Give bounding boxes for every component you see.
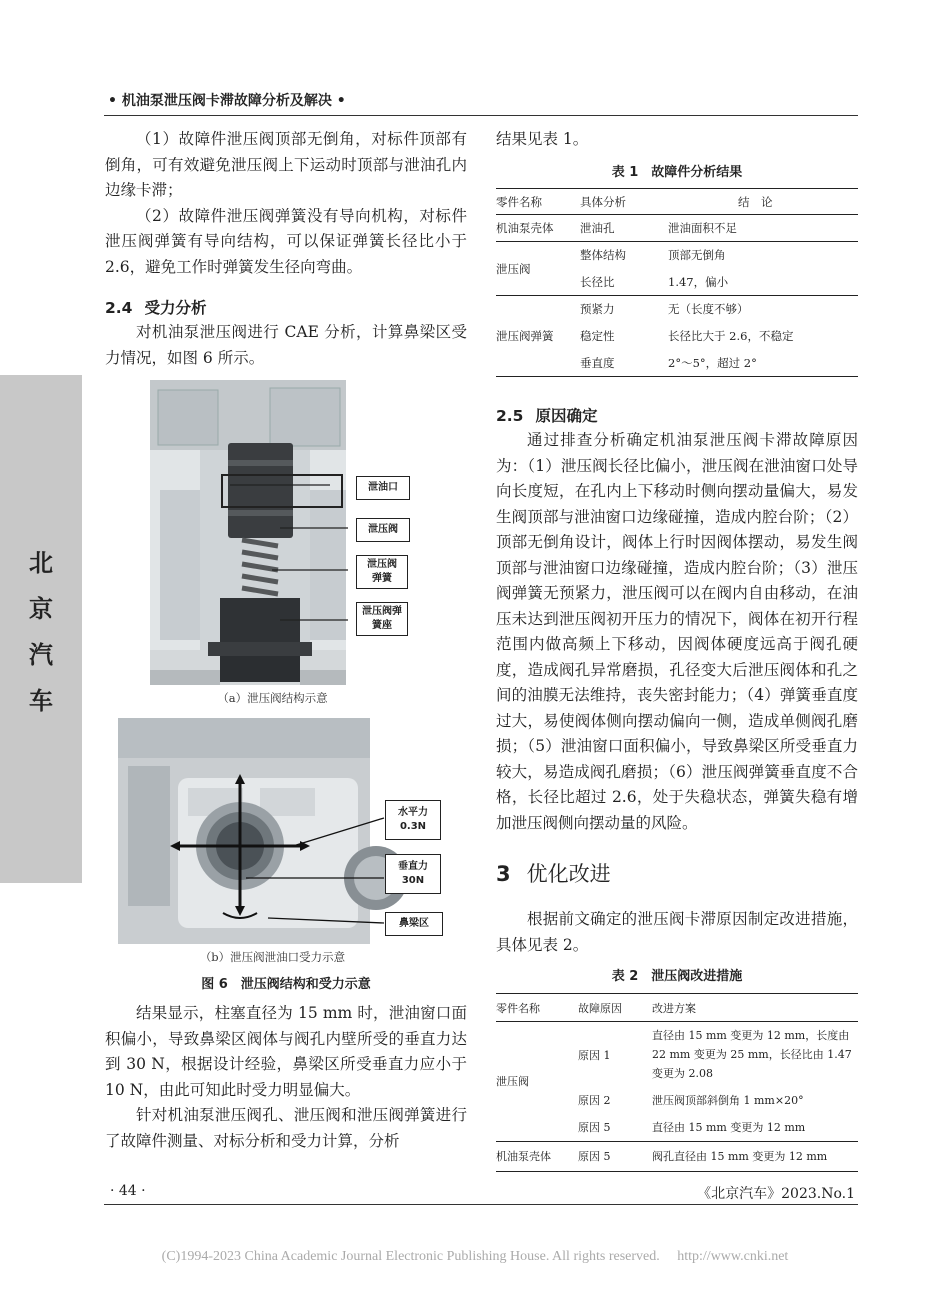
figure-6a [150, 380, 440, 685]
table-header: 具体分析 [580, 194, 626, 209]
table-2 [496, 993, 858, 1172]
paragraph: （2）故障件泄压阀弹簧没有导向机构，对标件泄压阀弹簧有导向结构，可以保证弹簧长径比小于 2.6，避免工作时弹簧发生径向弯曲。 [105, 206, 467, 276]
table-header: 结 论 [738, 194, 773, 209]
page-number: · 44 · [110, 1183, 146, 1199]
sidebar-char: 汽 [29, 641, 53, 669]
table-cell: 顶部无倒角 [668, 248, 726, 263]
table-cell: 阀孔直径由 15 mm 变更为 12 mm [652, 1150, 828, 1163]
table-row [496, 242, 858, 269]
table-header: 改进方案 [652, 1001, 696, 1015]
table-header: 零件名称 [496, 1001, 540, 1015]
table-row [496, 1022, 858, 1088]
paragraph: 结果见表 1。 [496, 130, 589, 148]
table-cell: 泄油面积不足 [668, 221, 737, 235]
table-cell: 泄压阀 [496, 1075, 529, 1089]
right-para-block [496, 907, 858, 958]
table-cell: 稳定性 [580, 329, 615, 343]
table-cell: 原因 1 [578, 1048, 611, 1062]
paragraph: 根据前文确定的泄压阀卡滞原因制定改进措施，具体见表 2。 [496, 910, 858, 954]
paragraph: 针对机油泵泄压阀孔、泄压阀和泄压阀弹簧进行了故障件测量、对标分析和受力计算，分析 [105, 1106, 467, 1150]
sidebar-char: 车 [29, 687, 53, 715]
table-header: 故障原因 [578, 1001, 622, 1015]
table-cell: 1.47，偏小 [668, 274, 729, 289]
right-column-top [496, 127, 858, 153]
section-title: 优化改进 [526, 862, 611, 886]
section-number: 2.5 [496, 407, 524, 425]
table-cell: 直径由 15 mm 变更为 12 mm，长度由 22 mm 变更为 25 mm，长径比由 1.47 变更为 2.08 [652, 1029, 852, 1080]
sidebar-char: 北 [29, 549, 53, 577]
table-cell: 泄油孔 [580, 221, 615, 235]
label-bridge-zone: 鼻梁区 [385, 912, 443, 936]
table-1 [496, 188, 858, 377]
table-cell: 原因 5 [578, 1150, 611, 1163]
table-cell: 长径比 [580, 274, 615, 289]
figure-6-title: 图 6 泄压阀结构和受力示意 [201, 977, 371, 992]
table-cell: 原因 5 [578, 1120, 611, 1134]
paragraph: 通过排查分析确定机油泵泄压阀卡滞故障原因为：（1）泄压阀长径比偏小，泄压阀在泄油窗口处导向长度短，在孔内上下移动时侧向摆动量偏大，易发生阀顶部与泄油窗口边缘碰撞，造成内腔台阶；（2）顶部无倒角设计，阀体上行时因阀体摆动，易发生阀顶部与泄油窗口边缘碰撞，造成内腔台阶；（3）泄压阀弹簧无预紧力，泄压阀可以在阀内自由移动，在油压未达到泄压阀初开压力的情况下，阀体在初开行程范围内做高频上下移动，因阀体硬度远高于阀孔硬度，造成阀孔异常磨损，孔径变大后泄压阀体和孔之间的油膜无法维持，丧失密封能力；（4）弹簧垂直度过大，易使阀体侧向摆动偏向一侧，造成单侧阀孔磨损；（5）泄油窗口面积偏小，导致鼻梁区所受垂直力较大，易造成阀孔磨损；（6）泄压阀弹簧垂直度不合格，长径比超过 2.6，处于失稳状态，弹簧失稳有增加泄压阀侧向摆动量的风险。 [496, 431, 858, 832]
right-para-block [496, 428, 858, 836]
left-column-top [105, 127, 467, 280]
table-row [496, 296, 858, 323]
section-heading-3 [496, 858, 611, 888]
label-relief-valve: 泄压阀 [356, 518, 410, 542]
table-cell: 预紧力 [580, 302, 615, 317]
label-valve-spring: 泄压阀弹簧 [356, 555, 408, 589]
table-row [496, 1141, 858, 1171]
sidebar-journal-name [0, 375, 82, 883]
table-cell: 泄压阀弹簧 [496, 329, 554, 343]
figure-6b [118, 718, 466, 944]
figure-6b-caption: （b）泄压阀泄油口受力示意 [199, 950, 346, 964]
figure-6a-caption: （a）泄压阀结构示意 [217, 691, 328, 705]
header-rule [104, 115, 858, 116]
section-heading-2-5 [496, 404, 597, 426]
paragraph: 对机油泵泄压阀进行 CAE 分析，计算鼻梁区受力情况，如图 6 所示。 [105, 323, 467, 367]
footer-rule [104, 1204, 858, 1205]
table-cell: 泄压阀 [496, 261, 531, 276]
table-1-title: 表 1 故障件分析结果 [611, 165, 743, 180]
table-cell: 原因 2 [578, 1094, 611, 1107]
table-row [496, 215, 858, 242]
section-number: 3 [496, 862, 511, 886]
label-vertical-force: 垂直力 30N [385, 854, 441, 894]
label-spring-seat: 泄压阀弹簧座 [356, 602, 408, 636]
table-2-title: 表 2 泄压阀改进措施 [611, 969, 743, 984]
left-column-bottom [105, 1001, 467, 1154]
section-number: 2.4 [105, 299, 133, 317]
table-cell: 机油泵壳体 [496, 1150, 551, 1163]
paragraph: 结果显示，柱塞直径为 15 mm 时，泄油窗口面积偏小，导致鼻梁区阀体与阀孔内壁所受的垂直力达到 30 N，根据设计经验，鼻梁区所受垂直力应小于 10 N，由此可知此时受力明显偏大。 [105, 1004, 467, 1099]
section-title: 受力分析 [144, 299, 207, 317]
running-header: • 机油泵泄压阀卡滞故障分析及解决 • [108, 93, 346, 109]
copyright-notice: (C)1994-2023 China Academic Journal Electronic Publishing House. All rights reserved. http://www.cnki.net [161, 1249, 789, 1264]
table-cell: 垂直度 [580, 355, 615, 370]
paragraph: （1）故障件泄压阀顶部无倒角，对标件顶部有倒角，可有效避免泄压阀上下运动时顶部与泄油孔内边缘卡滞； [105, 130, 467, 199]
section-heading-2-4 [105, 296, 206, 318]
sidebar-char: 京 [29, 595, 53, 623]
table-cell: 直径由 15 mm 变更为 12 mm [652, 1120, 806, 1134]
table-cell: 机油泵壳体 [496, 221, 554, 235]
section-title: 原因确定 [535, 407, 598, 425]
table-cell: 长径比大于 2.6，不稳定 [668, 329, 794, 343]
label-drain-port: 泄油口 [356, 476, 410, 500]
left-para-block [105, 320, 467, 371]
journal-issue: 《北京汽车》2023.No.1 [697, 1186, 855, 1202]
table-cell: 无（长度不够） [668, 302, 749, 317]
table-header: 零件名称 [496, 194, 542, 209]
label-horizontal-force: 水平力 0.3N [385, 800, 441, 840]
table-cell: 泄压阀顶部斜倒角 1 mm×20° [652, 1094, 804, 1107]
table-cell: 2°～5°，超过 2° [668, 355, 757, 370]
table-cell: 整体结构 [580, 248, 626, 263]
